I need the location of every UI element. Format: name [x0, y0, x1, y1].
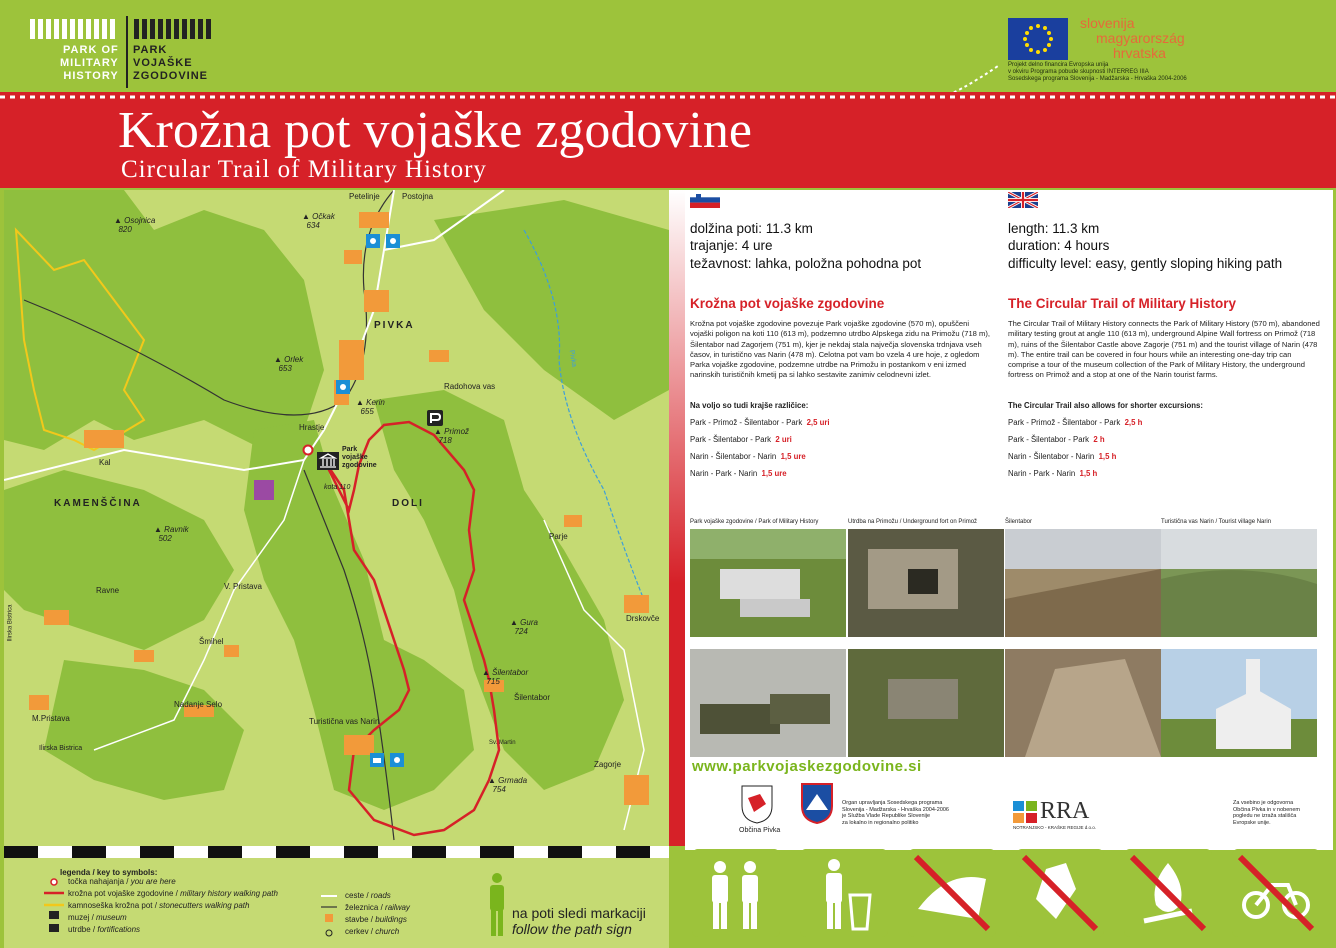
sl-route: Narin - Šilentabor - Narin 1,5 ure: [690, 452, 806, 461]
page-subtitle: Circular Trail of Military History: [121, 156, 487, 183]
rra-logo-text: RRA: [1040, 798, 1090, 824]
place-kamenscina: KAMENŠČINA: [54, 498, 142, 509]
follow-sign-en: follow the path sign: [512, 921, 632, 937]
sl-difficulty: težavnost: lahka, položna pohodna pot: [690, 256, 922, 271]
photo-caption: Turistična vas Narin / Tourist village Narin: [1161, 519, 1272, 525]
place-parje: Parje: [549, 532, 568, 541]
legend-item-you-are-here: točka nahajanja / you are here: [68, 877, 176, 886]
litter-bin-icon: [800, 849, 888, 937]
place-pivka: PIVKA: [374, 320, 415, 331]
place-ilirska-bistrica: Ilirska Bistrica: [39, 745, 83, 752]
no-picking-plants-icon: [1016, 849, 1104, 937]
photo-caption: Park vojaške zgodovine / Park of Military History: [690, 519, 819, 525]
en-route: Park - Šilentabor - Park 2 h: [1008, 435, 1105, 444]
park-photo: [690, 529, 846, 637]
no-campfire-icon: [1124, 849, 1212, 937]
en-route: Park - Primož - Šilentabor - Park 2,5 h: [1008, 418, 1143, 427]
follow-sign-sl: na poti sledi markaciji: [512, 905, 646, 921]
you-are-here-icon: [302, 444, 314, 456]
sl-route: Park - Primož - Šilentabor - Park 2,5 uri: [690, 418, 830, 427]
peak-grmada: ▲ Grmada 754: [488, 776, 528, 794]
peak-osojnica: ▲ Osojnica 820: [114, 216, 156, 234]
disclaimer-text: Za vsebino je odgovorna Občina Pivka in v nobenem pogledu ne izraža stališča Evropske unije.: [1233, 800, 1300, 826]
restaurant-icon: [336, 380, 350, 394]
legend-item-fortifications: utrdbe / fortifications: [68, 925, 141, 934]
place-kal: Kal: [99, 458, 111, 467]
rra-logo-icon: [1013, 801, 1037, 823]
silentabor-photo: [1005, 529, 1161, 637]
obcina-pivka-coat-of-arms-icon: [740, 784, 774, 824]
en-difficulty: difficulty level: easy, gently sloping hiking path: [1008, 256, 1283, 271]
place-postojna: Postojna: [402, 192, 434, 201]
fortification-icon: [427, 410, 443, 426]
slovenia-coat-of-arms-icon: [800, 782, 834, 824]
legend-item-museum: muzej / museum: [68, 913, 127, 922]
en-route: Narin - Šilentabor - Narin 1,5 h: [1008, 452, 1117, 461]
narin-photo: [1161, 529, 1317, 637]
bunker-photo: [848, 649, 1004, 757]
no-motorbike-icon: [1232, 849, 1320, 937]
no-fire-icon: [908, 849, 996, 937]
peak-primoz: ▲ Primož 718: [434, 427, 470, 445]
fort-photo: [848, 529, 1004, 637]
slovenian-flag-icon: [690, 192, 720, 208]
place-zagorje: Zagorje: [594, 760, 622, 769]
en-description: The Circular Trail of Military History connects the Park of Military History (570 m), abandoned military testing grout at angle 110 (613 m), underground Alpine Wall fortress on Primož (718 m), ruins of the Šilentabor Castle above Zagorje (751 m) and the tourist village of Narin (478 m). The entire trail can be covered in four hours while an interesting one-day trip can comprise a tour of the museum collection of the Park of Military History, the underground fortress on Primož and a stop at one of the Narin tourist farms.: [1008, 319, 1320, 380]
peak-kerin: ▲ Kerin 655: [356, 398, 385, 416]
church-photo: [1161, 649, 1317, 757]
peak-ravnik: ▲ Ravnik 502: [154, 525, 189, 543]
legend-symbols-2: [320, 890, 338, 940]
en-heading: The Circular Trail of Military History: [1008, 296, 1237, 311]
logo-divider: [126, 16, 128, 88]
direction-ilirska-bistrica: Ilirska Bistrica: [7, 604, 14, 642]
legend-item-church: cerkev / church: [345, 927, 400, 936]
legend-item-buildings: stavbe / buildings: [345, 915, 407, 924]
place-v-pristava: V. Pristava: [224, 582, 262, 591]
uk-flag-icon: [1008, 192, 1038, 208]
rra-subtitle: NOTRANJSKO - KRAŠKE REGIJE d.o.o.: [1013, 825, 1097, 830]
sl-route: Park - Šilentabor - Park 2 uri: [690, 435, 792, 444]
path-sign-hiker-icon: [486, 872, 508, 938]
sl-duration: trajanje: 4 ure: [690, 238, 773, 253]
place-smihel: Šmihel: [199, 637, 224, 646]
place-sv-martin: Sv. Martin: [489, 740, 516, 746]
logo-english: PARK OF MILITARY HISTORY: [60, 44, 119, 82]
tanks-photo: [690, 649, 846, 757]
legend-item-stonecutters-path: kamnoseška krožna pot / stonecutters walking path: [68, 901, 250, 910]
soldiers-logo-icon: [30, 14, 220, 44]
trail-map: [4, 190, 669, 846]
en-shorter-heading: The Circular Trail also allows for shorter excursions:: [1008, 401, 1203, 410]
legend-item-railway: železnica / railway: [345, 903, 410, 912]
en-length: length: 11.3 km: [1008, 221, 1100, 236]
legend-symbols: [42, 878, 66, 938]
map-graphic: [4, 190, 669, 846]
place-doli: DOLI: [392, 498, 424, 509]
sl-length: dolžina poti: 11.3 km: [690, 221, 813, 236]
hikers-icon: [692, 849, 780, 937]
place-narin: Turistična vas Narin: [309, 717, 380, 726]
accommodation-icons: [370, 753, 406, 767]
legend-stripe: [4, 846, 669, 858]
peak-orlek: ▲ Orlek 653: [274, 355, 304, 373]
legend-item-roads: ceste / roads: [345, 891, 391, 900]
legend-item-military-path: krožna pot vojaške zgodovine / military history walking path: [68, 889, 278, 898]
kota-label: kota 110: [324, 484, 351, 491]
place-drskovce: Drskovče: [626, 614, 660, 623]
park-label: Park vojaške zgodovine: [342, 446, 377, 469]
en-route: Narin - Park - Narin 1,5 h: [1008, 469, 1098, 478]
place-hrastje: Hrastje: [299, 423, 325, 432]
page-title: Krožna pot vojaške zgodovine: [118, 102, 752, 159]
eu-flag-icon: [1008, 18, 1068, 60]
website-link[interactable]: www.parkvojaskezgodovine.si: [692, 758, 922, 775]
peak-silentabor: ▲ Šilentabor 715: [482, 668, 529, 686]
place-petelinje: Petelinje: [349, 192, 380, 201]
sl-shorter-heading: Na voljo so tudi krajše različice:: [690, 401, 809, 410]
place-m-pristava: M.Pristava: [32, 714, 70, 723]
museum-icon: [317, 452, 339, 470]
restaurant-icons: [366, 234, 402, 248]
sl-route: Narin - Park - Narin 1,5 ure: [690, 469, 787, 478]
peak-gura: ▲ Gura 724: [510, 618, 538, 636]
sl-description: Krožna pot vojaške zgodovine povezuje Park vojaške zgodovine (570 m), opuščeni vojaški poligon na koti 110 (613 m), podzemno utrdbo Alpskega zidu na Primožu (718 m), Šilentabor nad Zagorjem (751 m), kjer je nekdaj stala največja slovenska trdnjava vseh časov, in turistično vas Narin (478 m). Celotna pot vam bo vzela 4 ure hoje, z ogledom Parka vojaške zgodovine, podzemne utrdbe na Primožu in postankom v eni izmed narinskih turističnih kmetij pa si lahko sestavite zanimiv celodnevni izlet.: [690, 319, 990, 380]
eu-countries: slovenija magyarország hrvatska: [1080, 15, 1185, 61]
place-silentabor: Šilentabor: [514, 693, 551, 702]
photo-caption: Šilentabor: [1005, 519, 1033, 525]
place-ravne: Ravne: [96, 586, 120, 595]
photo-caption: Utrdba na Primožu / Underground fort on Primož: [848, 519, 978, 525]
government-office-text: Organ upravljanja Sosedskega programa Slovenija - Madžarska - Hrvaška 2004-2006 je Služba Vlade Republike Slovenije za lokalno in regionalno politiko: [842, 800, 949, 826]
legend-title: legenda / key to symbols:: [60, 868, 158, 877]
place-nadanje-selo: Nadanje Selo: [174, 700, 223, 709]
river-pivka: Pivka: [567, 349, 578, 368]
peak-ockak: ▲ Očkak 634: [302, 212, 335, 230]
obcina-pivka-label: Občina Pivka: [739, 827, 781, 834]
en-duration: duration: 4 hours: [1008, 238, 1110, 253]
eu-funding-text: Projekt delno financira Evropska unija v okviru Programa pobude skupnosti INTERREG IIIA Sosedskega programa Slovenija - Madžarska - Hrvaška 2004-2006: [1008, 62, 1187, 82]
logo-slovene: PARK VOJAŠKE ZGODOVINE: [133, 44, 209, 82]
wall-photo: [1005, 649, 1161, 757]
place-radohova-vas: Radohova vas: [444, 382, 496, 391]
sl-heading: Krožna pot vojaške zgodovine: [690, 296, 885, 311]
